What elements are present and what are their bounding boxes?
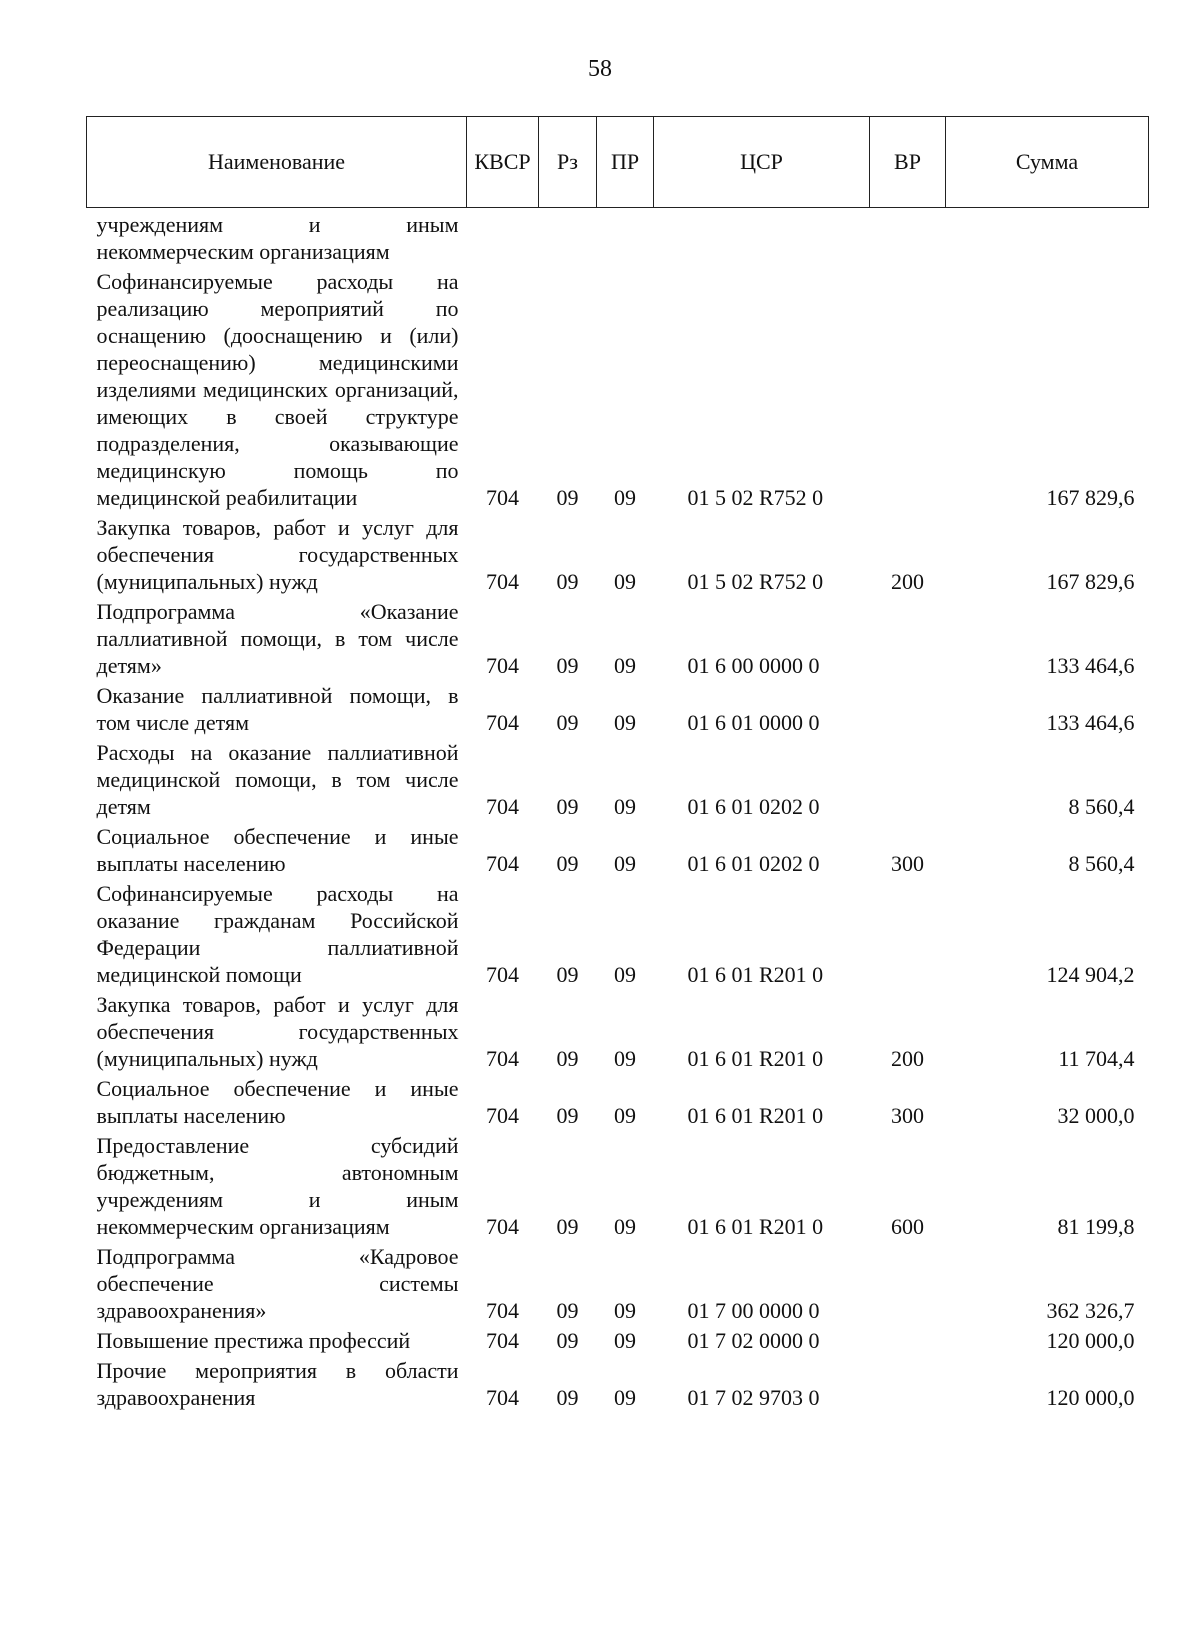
- row-sum: 32 000,0: [1057, 1103, 1135, 1128]
- row-name: Закупка товаров, работ и услуг для обеспечения государственных (муниципальных) нужд: [96, 992, 459, 1071]
- header-csr: ЦСР: [654, 117, 870, 208]
- page-number: 58: [588, 56, 612, 82]
- row-vr: [870, 679, 946, 736]
- row-vr: 600: [891, 1214, 924, 1239]
- table-row: [87, 595, 1149, 679]
- row-csr: 01 7 02 0000 0: [687, 1328, 820, 1353]
- row-kvsr: 704: [486, 1298, 519, 1323]
- row-sum: 167 829,6: [1046, 485, 1135, 510]
- row-rz: 09: [556, 1328, 579, 1353]
- row-vr: 200: [891, 569, 924, 594]
- row-rz: 09: [556, 485, 579, 510]
- row-kvsr: 704: [486, 653, 519, 678]
- row-kvsr: 704: [486, 794, 519, 819]
- table-row: [87, 988, 1149, 1072]
- row-rz: [539, 208, 597, 266]
- row-vr: [870, 265, 946, 511]
- row-kvsr: [467, 208, 539, 266]
- table-row: [87, 1129, 1149, 1240]
- row-csr: [654, 208, 870, 266]
- row-kvsr: 704: [486, 851, 519, 876]
- table-header: [87, 117, 1149, 208]
- table-row: [87, 1354, 1149, 1411]
- row-pr: 09: [614, 1046, 636, 1071]
- row-rz: 09: [556, 1046, 579, 1071]
- row-rz: 09: [556, 1214, 579, 1239]
- row-rz: 09: [556, 1103, 579, 1128]
- row-csr: 01 6 01 R201 0: [687, 1214, 824, 1239]
- row-name: Оказание паллиативной помощи, в том числе детям: [96, 683, 459, 735]
- row-vr: [870, 1240, 946, 1324]
- row-name: Предоставление субсидий бюджетным, автономным учреждениям и иным некоммерческим организациям: [96, 1133, 459, 1239]
- row-name: учреждениям и иным некоммерческим организациям: [96, 212, 459, 264]
- row-sum: 167 829,6: [1046, 569, 1135, 594]
- row-vr: 300: [891, 851, 924, 876]
- row-csr: 01 5 02 R752 0: [687, 569, 824, 594]
- row-pr: 09: [614, 794, 636, 819]
- row-sum: 120 000,0: [1046, 1328, 1135, 1353]
- row-pr: 09: [614, 653, 636, 678]
- row-vr: [870, 877, 946, 988]
- row-csr: 01 6 01 R201 0: [687, 1046, 824, 1071]
- row-csr: 01 6 01 0202 0: [687, 851, 820, 876]
- table-row: [87, 1240, 1149, 1324]
- row-pr: 09: [614, 1385, 636, 1410]
- row-sum: 8 560,4: [1068, 794, 1135, 819]
- row-kvsr: 704: [486, 710, 519, 735]
- row-csr: 01 5 02 R752 0: [687, 485, 824, 510]
- table-row: [87, 820, 1149, 877]
- row-rz: 09: [556, 962, 579, 987]
- row-pr: 09: [614, 1214, 636, 1239]
- row-vr: 200: [891, 1046, 924, 1071]
- table-row: [87, 679, 1149, 736]
- row-pr: 09: [614, 851, 636, 876]
- row-rz: 09: [556, 794, 579, 819]
- row-rz: 09: [556, 1385, 579, 1410]
- row-name: Закупка товаров, работ и услуг для обеспечения государственных (муниципальных) нужд: [96, 515, 459, 594]
- row-name: Подпрограмма «Оказание паллиативной помощи, в том числе детям»: [96, 599, 459, 678]
- table-row: [87, 511, 1149, 595]
- row-pr: 09: [614, 962, 636, 987]
- table-row: [87, 736, 1149, 820]
- header-vr: ВР: [870, 117, 946, 208]
- row-sum: [946, 208, 1149, 266]
- header-name: Наименование: [87, 117, 467, 208]
- row-name: Софинансируемые расходы на реализацию мероприятий по оснащению (дооснащению и (или) переоснащению) медицинскими изделиями медицинских организаций, имеющих в своей структуре подразделения, оказывающие медицинскую помощь по медицинской реабилитации: [96, 269, 459, 510]
- row-rz: 09: [556, 569, 579, 594]
- row-sum: 120 000,0: [1046, 1385, 1135, 1410]
- table-row: [87, 1324, 1149, 1354]
- table-row: [87, 877, 1149, 988]
- row-sum: 362 326,7: [1046, 1298, 1135, 1323]
- row-csr: 01 7 00 0000 0: [687, 1298, 820, 1323]
- row-csr: 01 7 02 9703 0: [687, 1385, 820, 1410]
- row-vr: [870, 208, 946, 266]
- row-rz: 09: [556, 710, 579, 735]
- row-csr: 01 6 01 R201 0: [687, 1103, 824, 1128]
- row-pr: 09: [614, 1103, 636, 1128]
- row-kvsr: 704: [486, 485, 519, 510]
- header-pr: ПР: [597, 117, 654, 208]
- row-kvsr: 704: [486, 569, 519, 594]
- row-sum: 124 904,2: [1046, 962, 1135, 987]
- row-rz: 09: [556, 851, 579, 876]
- row-vr: 300: [891, 1103, 924, 1128]
- header-sum: Сумма: [946, 117, 1149, 208]
- row-name: Повышение престижа профессий: [96, 1328, 411, 1353]
- table-row: [87, 265, 1149, 511]
- row-csr: 01 6 00 0000 0: [687, 653, 820, 678]
- row-csr: 01 6 01 R201 0: [687, 962, 824, 987]
- row-pr: 09: [614, 569, 636, 594]
- row-pr: [597, 208, 654, 266]
- row-name: Софинансируемые расходы на оказание гражданам Российской Федерации паллиативной медицинской помощи: [96, 881, 459, 987]
- row-vr: [870, 736, 946, 820]
- row-sum: 11 704,4: [1058, 1046, 1135, 1071]
- row-name: Подпрограмма «Кадровое обеспечение системы здравоохранения»: [96, 1244, 459, 1323]
- row-sum: 133 464,6: [1046, 653, 1135, 678]
- budget-table: [86, 116, 1149, 1411]
- row-vr: [870, 1324, 946, 1354]
- row-vr: [870, 1354, 946, 1411]
- row-sum: 133 464,6: [1046, 710, 1135, 735]
- row-kvsr: 704: [486, 1103, 519, 1128]
- table-row: [87, 1072, 1149, 1129]
- row-pr: 09: [614, 1298, 636, 1323]
- row-kvsr: 704: [486, 1385, 519, 1410]
- row-kvsr: 704: [486, 1214, 519, 1239]
- row-sum: 81 199,8: [1057, 1214, 1135, 1239]
- row-sum: 8 560,4: [1068, 851, 1135, 876]
- row-name: Социальное обеспечение и иные выплаты населению: [96, 824, 459, 876]
- row-rz: 09: [556, 653, 579, 678]
- row-pr: 09: [614, 1328, 636, 1353]
- table-row: [87, 208, 1149, 266]
- table-body: [87, 208, 1149, 1412]
- row-vr: [870, 595, 946, 679]
- row-name: Прочие мероприятия в области здравоохранения: [96, 1358, 459, 1410]
- row-name: Социальное обеспечение и иные выплаты населению: [96, 1076, 459, 1128]
- row-pr: 09: [614, 710, 636, 735]
- header-rz: Рз: [539, 117, 597, 208]
- row-rz: 09: [556, 1298, 579, 1323]
- row-kvsr: 704: [486, 962, 519, 987]
- row-pr: 09: [614, 485, 636, 510]
- row-kvsr: 704: [486, 1046, 519, 1071]
- header-kvsr: КВСР: [467, 117, 539, 208]
- row-name: Расходы на оказание паллиативной медицинской помощи, в том числе детям: [96, 740, 459, 819]
- row-csr: 01 6 01 0202 0: [687, 794, 820, 819]
- row-kvsr: 704: [486, 1328, 519, 1353]
- row-csr: 01 6 01 0000 0: [687, 710, 820, 735]
